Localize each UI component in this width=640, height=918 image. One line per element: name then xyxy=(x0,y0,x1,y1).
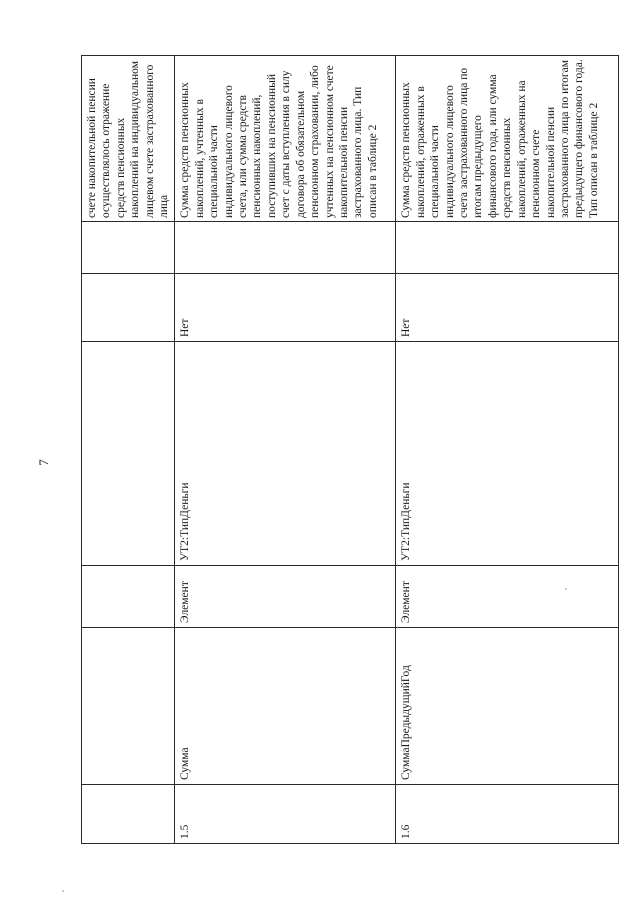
cell-required: Нет xyxy=(175,274,396,342)
cell-extra xyxy=(175,222,396,274)
cell-required: Нет xyxy=(396,274,619,342)
cell-description: Сумма средств пенсионных накоплений, отраженных в специальной части индивидуального лицевого счета застрахованного лица по итогам предыдущего финансового года, или сумма средств пенсионных накоплений, отраженных на пенсионном счете накопительной пенсии застрахованного лица по итогам предыдущего финансового года. Тип описан в таблице 2 xyxy=(396,56,619,222)
cell-type: УТ2:ТипДеньги xyxy=(175,342,396,566)
cell-extra xyxy=(396,222,619,274)
cell-num xyxy=(82,785,175,844)
scan-speck xyxy=(565,588,567,590)
cell-description: счете накопительной пенсии осуществлялось отражение средств пенсионных накоплений на индивидуальном лицевом счете застрахованного лица xyxy=(82,56,175,222)
cell-kind: Элемент xyxy=(175,566,396,628)
cell-extra xyxy=(82,222,175,274)
cell-name xyxy=(82,628,175,785)
cell-description: Сумма средств пенсионных накоплений, учтенных в специальной части индивидуального лицевого счета, или сумма средств пенсионных накоплений, поступивших на пенсионный счет с даты вступления в силу договора об обязательном пенсионном страховании, либо учтенных на пенсионном счете накопительной пенсии застрахованного лица. Тип описан в таблице 2 xyxy=(175,56,396,222)
cell-name: Сумма xyxy=(175,628,396,785)
cell-kind xyxy=(82,566,175,628)
scan-speck xyxy=(62,890,64,892)
cell-name: СуммаПредыдущийГод xyxy=(396,628,619,785)
cell-required xyxy=(82,274,175,342)
cell-type: УТ2:ТипДеньги xyxy=(396,342,619,566)
elements-table xyxy=(81,55,619,844)
table-row xyxy=(396,56,619,844)
table-row xyxy=(175,56,396,844)
page-number: 7 xyxy=(35,459,51,466)
rotated-table-container xyxy=(81,56,601,844)
cell-kind: Элемент xyxy=(396,566,619,628)
cell-num: 1.5 xyxy=(175,785,396,844)
cell-num: 1.6 xyxy=(396,785,619,844)
cell-type xyxy=(82,342,175,566)
continuation-row xyxy=(82,56,175,844)
